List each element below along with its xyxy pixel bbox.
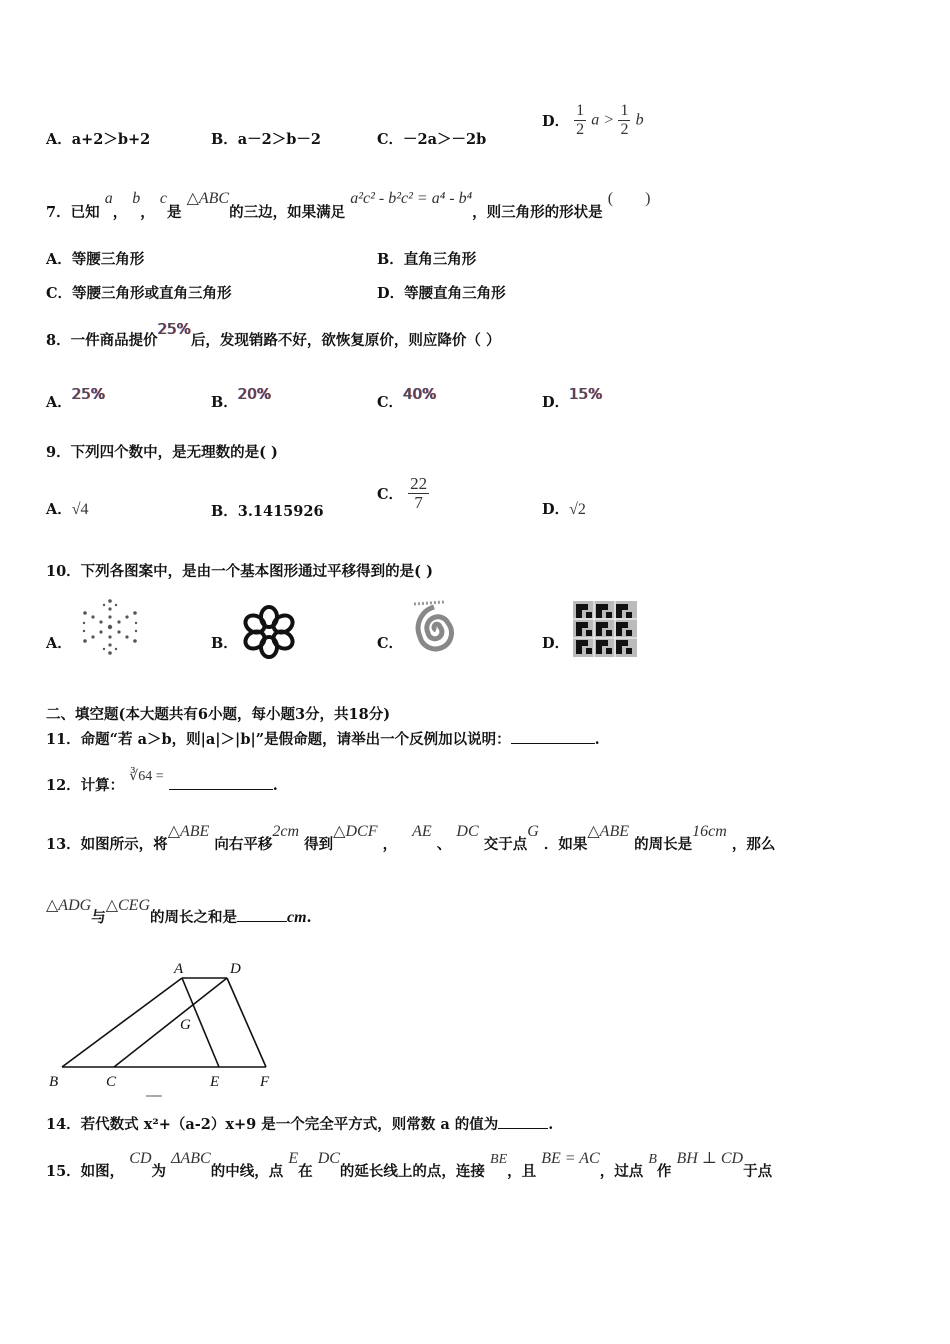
- q9-option-c: C． $\frac{22}{7}$: [377, 474, 428, 512]
- answer-blank[interactable]: [169, 777, 273, 790]
- fraction: $\frac{1}{2}$: [576, 102, 585, 138]
- point-label-c: C: [106, 1074, 117, 1090]
- question-8-stem: 8．一件商品提价25%后，发现销路不好，欲恢复原价，则应降价（ ）: [46, 320, 501, 349]
- q10-option-a-label: A．: [46, 635, 72, 652]
- q9-option-d: D．√2: [542, 501, 586, 518]
- q8-option-a: A．25%: [46, 385, 106, 411]
- fraction: $\frac{1}{2}$: [620, 102, 629, 138]
- answer-blank[interactable]: [237, 909, 287, 922]
- parallelogram-translation-figure: [44, 956, 284, 1101]
- question-13-line-2: △ADG与△CEG的周长之和是 cm.: [46, 897, 312, 926]
- point-label-a: A: [174, 961, 184, 977]
- q8-option-d: D．15%: [542, 385, 603, 411]
- spiral-shell-figure: [408, 600, 464, 656]
- point-label-g: G: [180, 1017, 191, 1033]
- q9-option-b: B．3.1415926: [211, 503, 324, 520]
- q7-option-b: B．直角三角形: [377, 251, 477, 268]
- answer-blank[interactable]: [511, 731, 595, 744]
- q10-option-d-label: D．: [542, 635, 570, 652]
- q6-option-c: C．－2a＞－2b: [377, 131, 487, 148]
- q7-option-d: D．等腰直角三角形: [377, 285, 506, 302]
- q8-option-b: B．20%: [211, 385, 272, 411]
- question-13-line-1: 13．如图所示，将△ABE 向右平移2cm 得到△DCF ， AE 、 DC 交于点G ．如果△ABE 的周长是16cm ，那么: [46, 823, 776, 853]
- question-15: 15．如图， CD为 ΔABC的中线，点 E在 DC的延长线上的点，连接 BE，且 BE = AC，过点 B作 BH ⊥ CD于点: [46, 1150, 773, 1180]
- q6-option-b: B．a－2＞b－2: [211, 131, 321, 148]
- point-label-f: F: [260, 1074, 270, 1090]
- point-label-d: D: [230, 961, 241, 977]
- answer-blank[interactable]: [498, 1116, 548, 1129]
- snowflake-figure: [76, 596, 144, 658]
- tiled-pattern-figure: [572, 600, 638, 658]
- question-12: 12．计算： ∛64 = .: [46, 769, 278, 794]
- question-11: 11．命题“若 a＞b，则|a|＞|b|”是假命题，请举出一个反例加以说明： .: [46, 731, 600, 748]
- q10-option-c-label: C．: [377, 635, 404, 652]
- question-14: 14．若代数式 x²+（a-2）x+9 是一个完全平方式，则常数 a 的值为 .: [46, 1116, 554, 1133]
- q6-option-d: D． $\frac{1}{2}$ a > $\frac{1}{2}$ b: [542, 102, 644, 138]
- q7-option-a: A．等腰三角形: [46, 251, 145, 268]
- q9-option-a: A．√4: [46, 501, 89, 518]
- question-7-stem: 7．已知 a， b， c是 △ABC的三边，如果满足 a²c² - b²c² = a⁴ - b⁴，则三角形的形状是 ( ): [46, 190, 651, 221]
- q8-option-c: C．40%: [377, 385, 437, 411]
- q10-option-b-label: B．: [211, 635, 238, 652]
- hexagon-flower-figure: [240, 604, 298, 660]
- fraction: $\frac{22}{7}$: [410, 474, 428, 512]
- question-10-stem: 10．下列各图案中，是由一个基本图形通过平移得到的是( ): [46, 563, 433, 580]
- point-label-e: E: [210, 1074, 220, 1090]
- q7-option-c: C．等腰三角形或直角三角形: [46, 285, 232, 302]
- section-2-heading: 二、填空题(本大题共有6小题，每小题3分，共18分): [46, 706, 391, 723]
- question-9-stem: 9．下列四个数中，是无理数的是( ): [46, 444, 278, 461]
- point-label-b: B: [49, 1074, 59, 1090]
- q6-option-a: A．a+2＞b+2: [46, 131, 151, 148]
